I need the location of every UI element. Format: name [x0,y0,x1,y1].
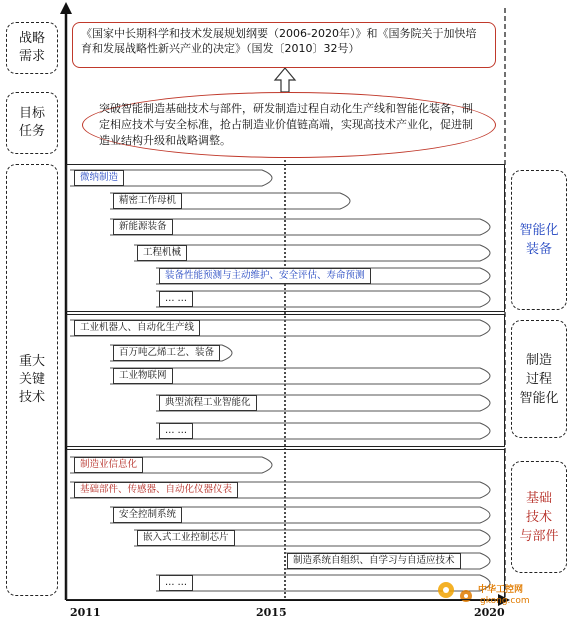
item-engineering-machinery: 工程机械 [137,245,187,261]
up-arrow-icon [275,68,295,92]
year-2015-label: 2015 [256,606,287,619]
section-equipment [66,164,505,312]
goal-tasks-label: 目标 任务 [6,92,58,154]
item-process-industry: 典型流程工业智能化 [159,395,257,411]
item-precision-machine: 精密工作母机 [113,193,182,209]
item-industrial-robot: 工业机器人、自动化生产线 [74,320,200,336]
watermark-url: gkong.com [480,596,530,606]
item-embedded-chip: 嵌入式工业控制芯片 [137,530,235,546]
item-self-organizing: 制造系统自组织、自学习与自适应技术 [287,553,461,569]
equipment-category-label: 智能化 装备 [511,170,567,310]
item-iot: 工业物联网 [113,368,173,384]
process-category-label: 制造 过程 智能化 [511,320,567,438]
item-foundation-etc: … … [159,575,193,591]
year-2020-label: 2020 [474,606,505,619]
foundation-category-label: 基础 技术 与部件 [511,461,567,573]
watermark-text: 中华工控网 [478,585,524,595]
key-tech-label: 重大 关键 技术 [6,164,58,596]
item-safety-control: 安全控制系统 [113,507,182,523]
vertical-axis-arrow [60,2,72,14]
item-process-etc: … … [159,423,193,439]
item-new-energy: 新能源装备 [113,219,173,235]
item-performance-prediction: 装备性能预测与主动维护、安全评估、寿命预测 [159,268,371,284]
year-2011-label: 2011 [70,606,101,619]
strategic-document-text: 《国家中长期科学和技术发展规划纲要（2006-2020年）》和《国务院关于加快培育和发展战略性新兴产业的决定》（国发〔2010〕32号） [81,27,477,55]
goal-text: 突破智能制造基础技术与部件，研发制造过程自动化生产线和智能化装备，制定相应技术与安全标准，抢占制造业价值链高端，实现高技术产业化，促进制造业结构升级和战略调整。 [99,102,473,147]
item-micro-nano: 微纳制造 [74,170,124,186]
item-informatization: 制造业信息化 [74,457,143,473]
strategic-demand-label: 战略 需求 [6,22,58,74]
item-equipment-etc: … … [159,291,193,307]
goal-ellipse [82,92,496,158]
item-basic-parts: 基础部件、传感器、自动化仪器仪表 [74,482,238,498]
item-ethylene: 百万吨乙烯工艺、装备 [113,345,220,361]
strategic-document-box [72,22,496,68]
